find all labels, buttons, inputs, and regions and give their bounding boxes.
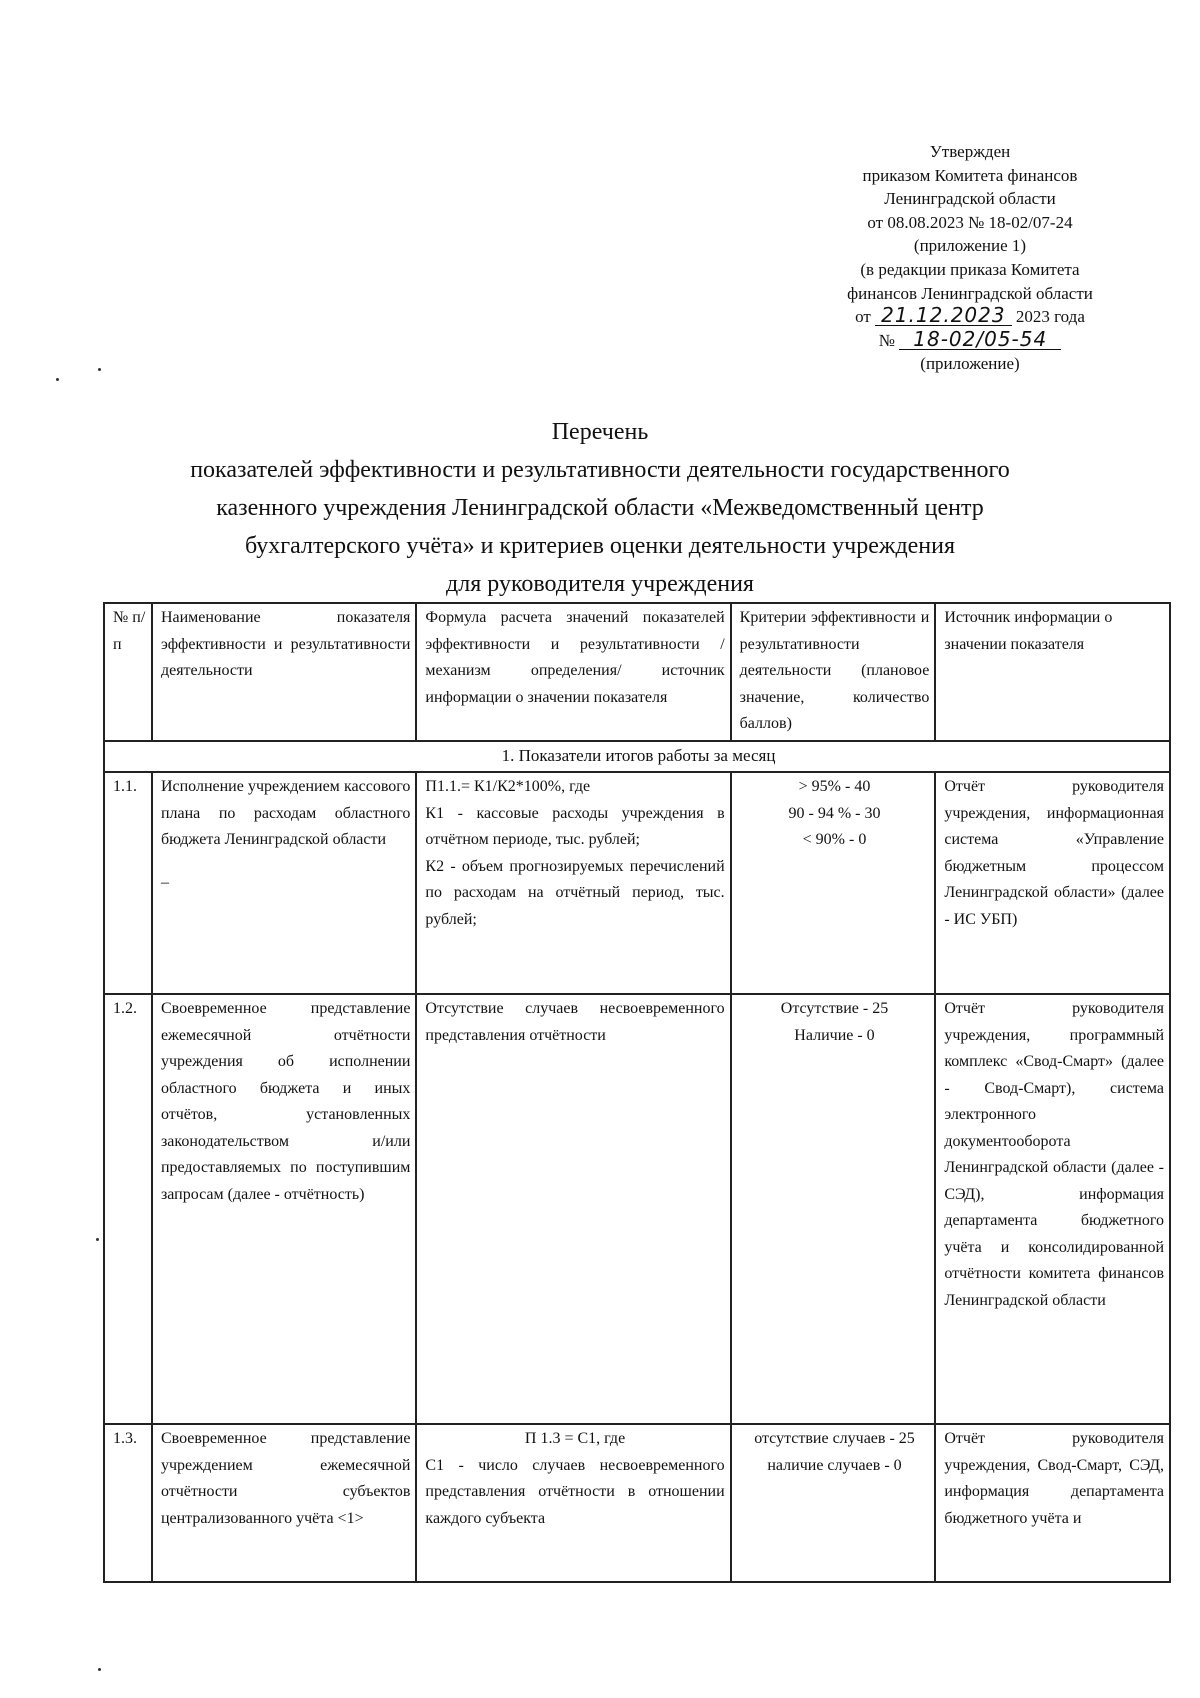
- source-cell: Отчёт руководителя учреждения, Свод-Смарт, СЭД, информация департамента бюджетного учёта и: [935, 1424, 1170, 1582]
- title-line: бухгалтерского учёта» и критериев оценки деятельности учреждения: [244, 533, 956, 559]
- formula-cell: [416, 772, 730, 994]
- formula-line: К2 - объем прогнозируемых перечислений по расходам на отчётный период, тыс. рублей;: [425, 857, 725, 928]
- criteria-cell: [731, 1424, 936, 1582]
- formula-line: П1.1.= К1/К2*100%, где: [425, 778, 591, 795]
- approval-line: приказом Комитета финансов: [862, 165, 1078, 185]
- scan-speck: [56, 378, 59, 381]
- table-row: [104, 772, 1170, 994]
- title-line: казенного учреждения Ленинградской области «Межведомственный центр: [216, 495, 984, 521]
- criteria-line: 90 - 94 % - 30: [788, 804, 881, 822]
- criteria-line: < 90% - 0: [802, 831, 867, 848]
- row-number: 1.2.: [104, 994, 152, 1424]
- approval-line: от 08.08.2023 № 18-02/07-24: [867, 212, 1073, 232]
- formula-line: С1 - число случаев несвоевременного представления отчётности в отношении каждого субъекта: [425, 1456, 725, 1527]
- criteria-line: отсутствие случаев - 25: [754, 1430, 915, 1447]
- handwritten-number: 18-02/05-54: [899, 330, 1061, 350]
- criteria-line: наличие случаев - 0: [767, 1456, 902, 1474]
- table-row: [104, 994, 1170, 1424]
- header-cell: Наименование показателя эффективности и результативности деятельности: [152, 603, 416, 741]
- criteria-line: > 95% - 40: [798, 778, 871, 795]
- formula-line: П 1.3 = С1, где: [524, 1430, 626, 1447]
- approval-date-prefix: от: [855, 307, 871, 327]
- indicator-name: Исполнение учреждением кассового плана по расходам областного бюджета Ленинградской области: [160, 778, 411, 848]
- section-title: 1. Показатели итогов работы за месяц: [104, 741, 1170, 773]
- approval-date-line: [790, 305, 1150, 329]
- indicators-table: [103, 602, 1171, 1583]
- scan-speck: [96, 1238, 99, 1241]
- approval-line: (приложение): [920, 354, 1020, 374]
- scan-speck: [98, 368, 101, 371]
- title-line: показателей эффективности и результативности деятельности государственного: [190, 457, 1010, 483]
- document-title: [100, 413, 1100, 603]
- scan-speck: [98, 1668, 101, 1671]
- title-line: Перечень: [551, 419, 649, 445]
- formula-cell: [416, 1424, 730, 1582]
- approval-line: (приложение 1): [913, 236, 1027, 256]
- approval-date-suffix: 2023 года: [1015, 307, 1085, 327]
- header-cell: Источник информации о значении показателя: [935, 603, 1170, 741]
- indicator-name-cell: Своевременное представление учреждением ежемесячной отчётности субъектов централизованного учёта <1>: [152, 1424, 416, 1582]
- formula-line: К1 - кассовые расходы учреждения в отчётном периоде, тыс. рублей;: [425, 804, 725, 848]
- title-line: для руководителя учреждения: [446, 571, 754, 597]
- approval-line: (в редакции приказа Комитета: [860, 259, 1080, 279]
- table-header-row: [104, 603, 1170, 741]
- source-cell: Отчёт руководителя учреждения, информационная система «Управление бюджетным процессом Ленинградской области» (далее - ИС УБП): [935, 772, 1170, 994]
- indicator-name-extra: –: [160, 873, 169, 891]
- indicator-name-cell: [152, 772, 416, 994]
- approval-stamp-block: [790, 140, 1150, 376]
- criteria-cell: [731, 772, 936, 994]
- row-number: 1.3.: [104, 1424, 152, 1582]
- header-cell: № п/п: [104, 603, 152, 741]
- indicator-name-cell: Своевременное представление ежемесячной отчётности учреждения об исполнении областного бюджета и иных отчётов, установленных законодательством и/или предоставляемых по поступившим запросам (далее - отчётность): [152, 994, 416, 1424]
- table-row: [104, 1424, 1170, 1582]
- approval-line: Утвержден: [929, 142, 1011, 161]
- approval-number-line: [790, 326, 1150, 353]
- criteria-line: Отсутствие - 25: [780, 1000, 889, 1017]
- handwritten-date: 21.12.2023: [875, 306, 1012, 326]
- approval-line: финансов Ленинградской области: [847, 283, 1093, 303]
- header-cell: Критерии эффективности и результативности деятельности (плановое значение, количество баллов): [731, 603, 936, 741]
- header-cell: Формула расчета значений показателей эффективности и результативности /механизм определения/ источник информации о значении показателя: [416, 603, 730, 741]
- criteria-cell: [731, 994, 936, 1424]
- criteria-line: Наличие - 0: [794, 1026, 875, 1044]
- formula-cell: [416, 994, 730, 1424]
- formula-line: Отсутствие случаев несвоевременного представления отчётности: [425, 1000, 725, 1044]
- row-number: 1.1.: [104, 772, 152, 994]
- source-cell: Отчёт руководителя учреждения, программный комплекс «Свод-Смарт» (далее - Свод-Смарт), система электронного документооборота Ленинградской области (далее - СЭД), информация департамента бюджетного учёта и консолидированной отчётности комитета финансов Ленинградской области: [935, 994, 1170, 1424]
- approval-number-prefix: №: [878, 330, 895, 350]
- section-row: [104, 741, 1170, 773]
- approval-line: Ленинградской области: [884, 189, 1056, 209]
